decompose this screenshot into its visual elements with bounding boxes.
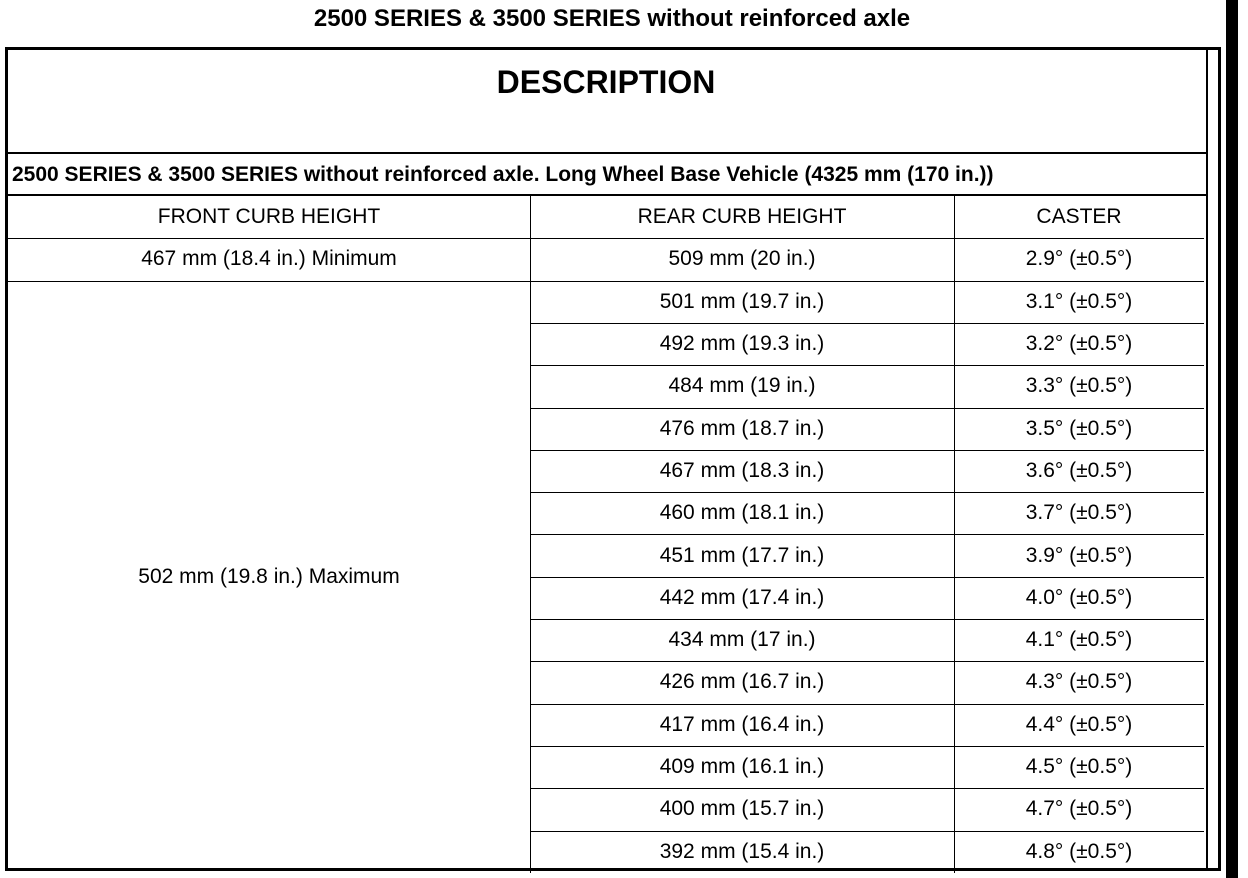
table-right-divider <box>1206 50 1208 868</box>
caster-cell: 4.8° (±0.5°) <box>1025 839 1133 863</box>
rear-curb-cell: 509 mm (20 in.) <box>668 247 816 271</box>
caster-cell: 4.3° (±0.5°) <box>1025 670 1133 694</box>
rear-curb-cell: 442 mm (17.4 in.) <box>659 585 825 609</box>
front-curb-minimum: 467 mm (18.4 in.) Minimum <box>141 247 397 271</box>
caster-cell: 4.5° (±0.5°) <box>1025 755 1133 779</box>
rear-curb-cell: 392 mm (15.4 in.) <box>659 839 825 863</box>
caster-cell: 4.7° (±0.5°) <box>1025 797 1133 821</box>
rear-curb-cell: 467 mm (18.3 in.) <box>659 458 825 482</box>
caster-cell: 3.2° (±0.5°) <box>1025 332 1133 356</box>
rear-curb-cell: 426 mm (16.7 in.) <box>659 670 825 694</box>
caster-cell: 4.1° (±0.5°) <box>1025 628 1133 652</box>
table-subtitle: 2500 SERIES & 3500 SERIES without reinforced axle. Long Wheel Base Vehicle (4325 mm (170 in.)) <box>12 163 994 186</box>
caster-cell: 3.1° (±0.5°) <box>1025 289 1133 313</box>
column-divider <box>954 196 955 873</box>
front-curb-maximum: 502 mm (19.8 in.) Maximum <box>138 564 400 588</box>
column-divider <box>530 196 531 873</box>
rear-curb-cell: 476 mm (18.7 in.) <box>659 416 825 440</box>
caster-cell: 4.0° (±0.5°) <box>1025 585 1133 609</box>
rear-curb-header: REAR CURB HEIGHT <box>637 205 847 229</box>
caster-cell: 3.7° (±0.5°) <box>1025 501 1133 525</box>
caster-cell: 3.5° (±0.5°) <box>1025 416 1133 440</box>
caster-cell: 4.4° (±0.5°) <box>1025 712 1133 736</box>
data-grid <box>8 196 1206 868</box>
rear-curb-cell: 451 mm (17.7 in.) <box>659 543 825 567</box>
rear-curb-cell: 409 mm (16.1 in.) <box>659 755 825 779</box>
description-heading: DESCRIPTION <box>496 64 716 100</box>
right-edge-bar <box>1226 0 1238 878</box>
rear-curb-cell: 492 mm (19.3 in.) <box>659 332 825 356</box>
caster-cell: 3.6° (±0.5°) <box>1025 458 1133 482</box>
caster-cell: 3.9° (±0.5°) <box>1025 543 1133 567</box>
rear-curb-cell: 434 mm (17 in.) <box>668 628 816 652</box>
front-curb-header: FRONT CURB HEIGHT <box>157 205 381 229</box>
page-title: 2500 SERIES & 3500 SERIES without reinforced axle <box>313 5 911 32</box>
caster-cell: 3.3° (±0.5°) <box>1025 374 1133 398</box>
caster-cell: 2.9° (±0.5°) <box>1025 247 1133 271</box>
spec-table <box>5 47 1221 871</box>
rear-curb-cell: 501 mm (19.7 in.) <box>659 289 825 313</box>
rear-curb-cell: 460 mm (18.1 in.) <box>659 501 825 525</box>
caster-header: CASTER <box>1036 205 1122 229</box>
rear-curb-cell: 417 mm (16.4 in.) <box>659 712 825 736</box>
rear-curb-cell: 400 mm (15.7 in.) <box>659 797 825 821</box>
rear-curb-cell: 484 mm (19 in.) <box>668 374 816 398</box>
